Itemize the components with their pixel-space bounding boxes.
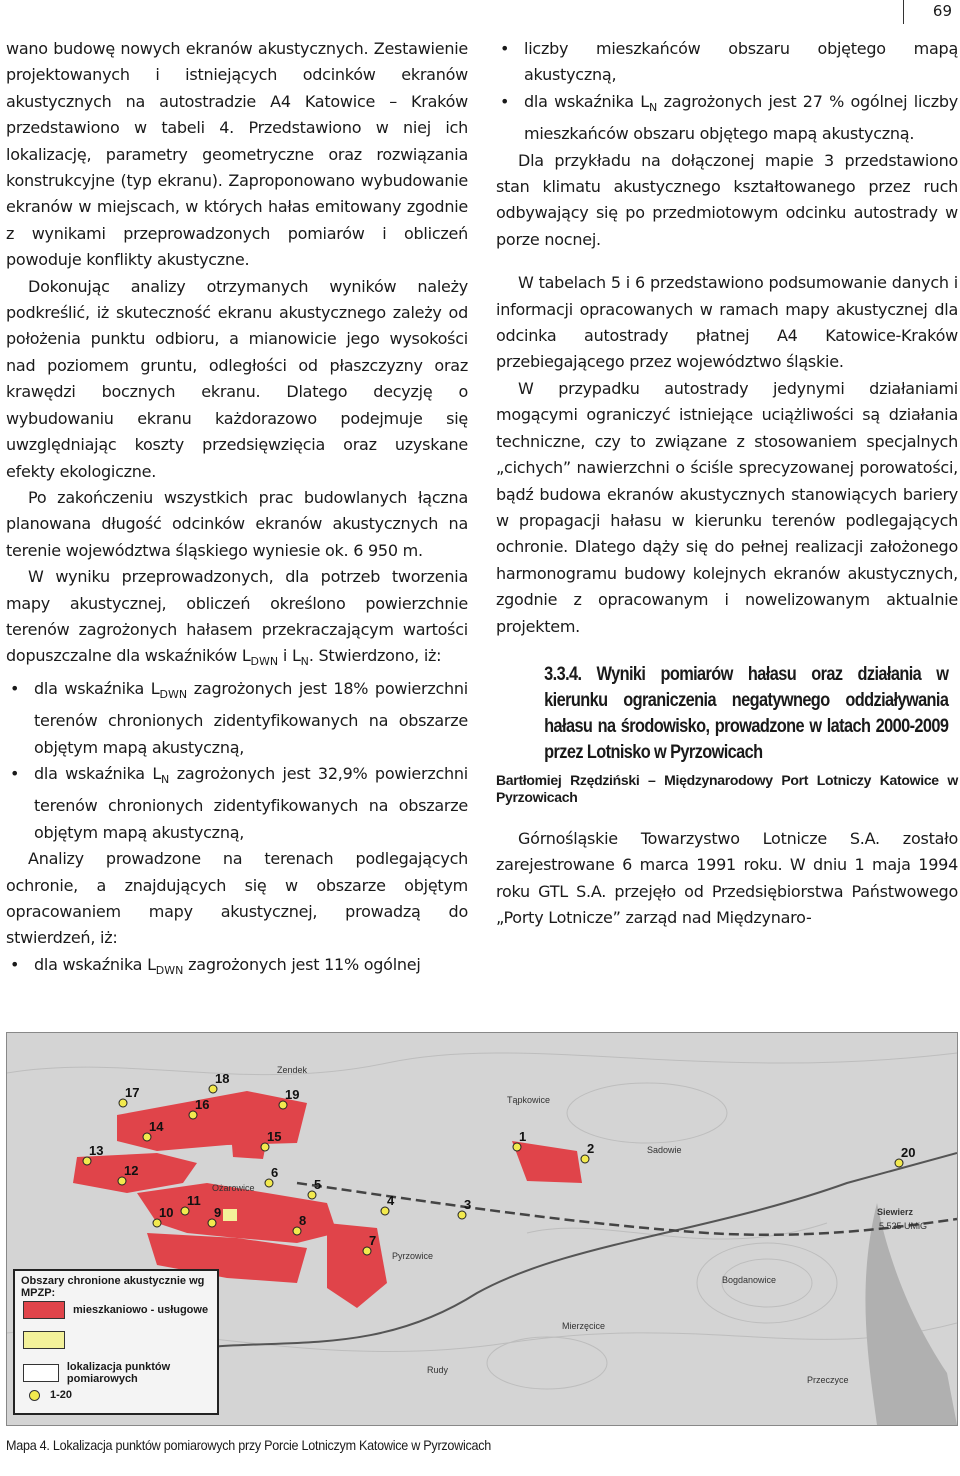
paragraph: W przypadku autostrady jedynymi działaniami mogącymi ograniczyć istniejące uciążliwości są działania techniczne, czy to związane z stosowaniem specjalnych „cichych” nawierzchni o ściśle sprecyzowanej porowatości, bądź budowa ekranów akustycznych stanowiących bariery w propagacji hałasu w kierunku terenów podlegających ochronie. Dlatego dąży się do pełnej realizacji założonego harmonogramu budowy kolejnych ekranów akustycznych, zgodnie z opracowanym i nowelizowanym aktualnie projektem.	[496, 378, 958, 636]
point-marker-icon	[29, 1390, 40, 1401]
list-item: • dla wskaźnika $L_{DWN}$ zagrożonych jest 18% powierzchni terenów chronionych zidentyfikowanych na obszarze objętym mapą akustyczną,	[6, 676, 468, 761]
section-heading: 3.3.4. Wyniki pomiarów hałasu oraz działania w kierunku ograniczenia negatywnego oddziaływania hałasu na środowisko, prowadzone w latach 2000-2009 przez Lotnisko w Pyrzowicach	[544, 663, 949, 763]
legend-row: lokalizacja punktów pomiarowych	[23, 1361, 217, 1385]
place-name: Siewierz	[877, 1207, 914, 1217]
place-name: Przeczyce	[807, 1375, 849, 1385]
legend-row	[23, 1331, 73, 1349]
measurement-point-label: 17	[125, 1085, 140, 1100]
measurement-point	[118, 1177, 126, 1185]
measurement-point-label: 15	[267, 1129, 282, 1144]
measurement-point-label: 6	[271, 1165, 279, 1180]
measurement-point	[363, 1247, 371, 1255]
place-name: Sadowie	[647, 1145, 682, 1155]
mixed-zone	[223, 1209, 237, 1221]
measurement-point-label: 10	[159, 1205, 174, 1220]
place-name: Rudy	[427, 1365, 449, 1375]
page-number: 69	[932, 2, 952, 20]
measurement-point-label: 20	[901, 1145, 916, 1160]
bullet-list	[6, 676, 468, 846]
place-subtitle: 5 525 UMiG	[879, 1221, 928, 1231]
map-legend	[13, 1269, 219, 1415]
paragraph: wano budowę nowych ekranów akustycznych. Zestawienie projektowanych i istniejących odcinków ekranów akustycznych na autostradzie A4 Katowice – Kraków przedstawiono w tabeli 4. Przedstawiono w niej ich lokalizację, parametry geometryczne oraz rozwiązania konstrukcyjne (typ ekranu). Zaproponowano wybudowanie ekranów w miejscach, w których hałas emitowany zgodnie z wynikami przeprowadzonych pomiarów i obliczeń powoduje konflikty akustyczne.	[6, 39, 468, 270]
measurement-point	[513, 1143, 521, 1151]
measurement-point	[293, 1227, 301, 1235]
bullet-list	[496, 36, 958, 148]
measurement-point-label: 19	[285, 1087, 300, 1102]
bullet-list	[6, 952, 468, 984]
list-item-continuation: • liczby mieszkańców obszaru objętego mapą akustyczną,	[496, 36, 958, 89]
measurement-point-label: 13	[89, 1143, 104, 1158]
measurement-point	[181, 1207, 189, 1215]
measurement-point	[581, 1155, 589, 1163]
measurement-point	[279, 1101, 287, 1109]
measurement-point-label: 14	[149, 1119, 164, 1134]
measurement-point	[381, 1207, 389, 1215]
measurement-point-label: 3	[464, 1197, 472, 1212]
measurement-point	[209, 1085, 217, 1093]
place-name: Zendek	[277, 1065, 308, 1075]
measurement-point-label: 18	[215, 1071, 230, 1086]
author-line: Bartłomiej Rzędziński – Międzynarodowy Port Lotniczy Katowice w Pyrzowicach	[496, 771, 958, 805]
page-number-box	[903, 0, 960, 24]
legend-swatch-yellow	[23, 1331, 65, 1349]
legend-swatch-white	[23, 1364, 59, 1382]
legend-title: Obszary chronione akustycznie wg MPZP:	[21, 1275, 205, 1299]
list-item: • dla wskaźnika $L_N$ zagrożonych jest 27 % ogólnej liczby mieszkańców obszaru objętego mapą akustyczną.	[496, 89, 958, 148]
place-name: Bogdanowice	[722, 1275, 777, 1285]
paragraph: W tabelach 5 i 6 przedstawiono podsumowanie danych i informacji opracowanych w ramach mapy akustycznej dla odcinka autostrady płatnej A4 Katowice-Kraków przebiegającego przez województwo śląskie.	[496, 273, 958, 372]
measurement-point-label: 11	[187, 1193, 201, 1208]
measurement-point	[265, 1179, 273, 1187]
measurement-point	[119, 1099, 127, 1107]
measurement-point	[895, 1159, 903, 1167]
place-name: Tąpkowice	[507, 1095, 551, 1105]
paragraph: Dla przykładu na dołączonej mapie 3 przedstawiono stan klimatu akustycznego kształtowanego przez ruch odbywający się po przedmiotowym odcinku autostrady w porze nocnej.	[496, 150, 958, 249]
paragraph: Po zakończeniu wszystkich prac budowlanych łączna planowana długość odcinków ekranów akustycznych na terenie województwa śląskiego wyniesie ok. 6 950 m.	[6, 487, 468, 560]
measurement-point-label: 7	[369, 1233, 377, 1248]
legend-row: mieszkaniowo - usługowe	[23, 1301, 208, 1319]
measurement-point-label: 2	[587, 1141, 595, 1156]
measurement-point-label: 1	[519, 1129, 527, 1144]
measurement-point	[83, 1157, 91, 1165]
list-item: • dla wskaźnika $L_N$ zagrożonych jest 32,9% powierzchni terenów chronionych zidentyfikowanych na obszarze objętym mapą akustyczną,	[6, 761, 468, 846]
place-name: Ożarowice	[212, 1183, 255, 1193]
measurement-point	[308, 1191, 316, 1199]
left-column	[6, 36, 468, 984]
measurement-point	[143, 1133, 151, 1141]
measurement-points-map	[6, 1032, 958, 1426]
figure-caption: Mapa 4. Lokalizacja punktów pomiarowych przy Porcie Lotniczym Katowice w Pyrzowicach	[6, 1437, 492, 1453]
measurement-point	[208, 1219, 216, 1227]
legend-swatch-red	[23, 1301, 65, 1319]
measurement-point	[189, 1111, 197, 1119]
measurement-point-label: 16	[195, 1097, 210, 1112]
measurement-point-label: 12	[124, 1163, 139, 1178]
right-column	[496, 36, 958, 932]
paragraph: W wyniku przeprowadzonych, dla potrzeb tworzenia mapy akustycznej, obliczeń określono powierzchnie terenów zagrożonych hałasem przekraczającym wartości dopuszczalne dla wskaźników $L_{DWN}$ i $L_N$. Stwierdzono, iż:	[6, 567, 468, 669]
legend-row: 1-20	[23, 1389, 72, 1401]
place-name: Pyrzowice	[392, 1251, 434, 1261]
measurement-point-label: 8	[299, 1213, 307, 1228]
paragraph: Górnośląskie Towarzystwo Lotnicze S.A. zostało zarejestrowane 6 marca 1991 roku. W dniu 1 maja 1994 roku GTL S.A. przejęło od Przedsiębiorstwa Państwowego „Porty Lotnicze” zarząd nad Międzynaro-	[496, 828, 958, 928]
list-item: • dla wskaźnika $L_{DWN}$ zagrożonych jest 11% ogólnej	[6, 952, 468, 984]
paragraph: Dokonując analizy otrzymanych wyników należy podkreślić, iż skuteczność ekranu akustycznego zależy od położenia punktu odbioru, a mianowicie jego wysokości nad poziomem gruntu, odległości od płaszczyzny oraz krawędzi bocznych ekranu. Dlatego decyzję o wybudowaniu ekranu każdorazowo podejmuje się uwzględniając koszty przedsięwzięcia oraz uzyskane efekty ekologiczne.	[6, 276, 468, 481]
measurement-point-label: 4	[387, 1193, 395, 1208]
measurement-point-label: 9	[214, 1205, 222, 1220]
measurement-point	[261, 1143, 269, 1151]
measurement-point-label: 5	[314, 1177, 322, 1192]
measurement-point	[458, 1211, 466, 1219]
place-name: Mierzęcice	[562, 1321, 606, 1331]
measurement-point	[153, 1219, 161, 1227]
paragraph: Analizy prowadzone na terenach podlegających ochronie, a znajdujących się w obszarze objętym opracowaniem mapy akustycznej, prowadzą do stwierdzeń, iż:	[6, 849, 468, 948]
